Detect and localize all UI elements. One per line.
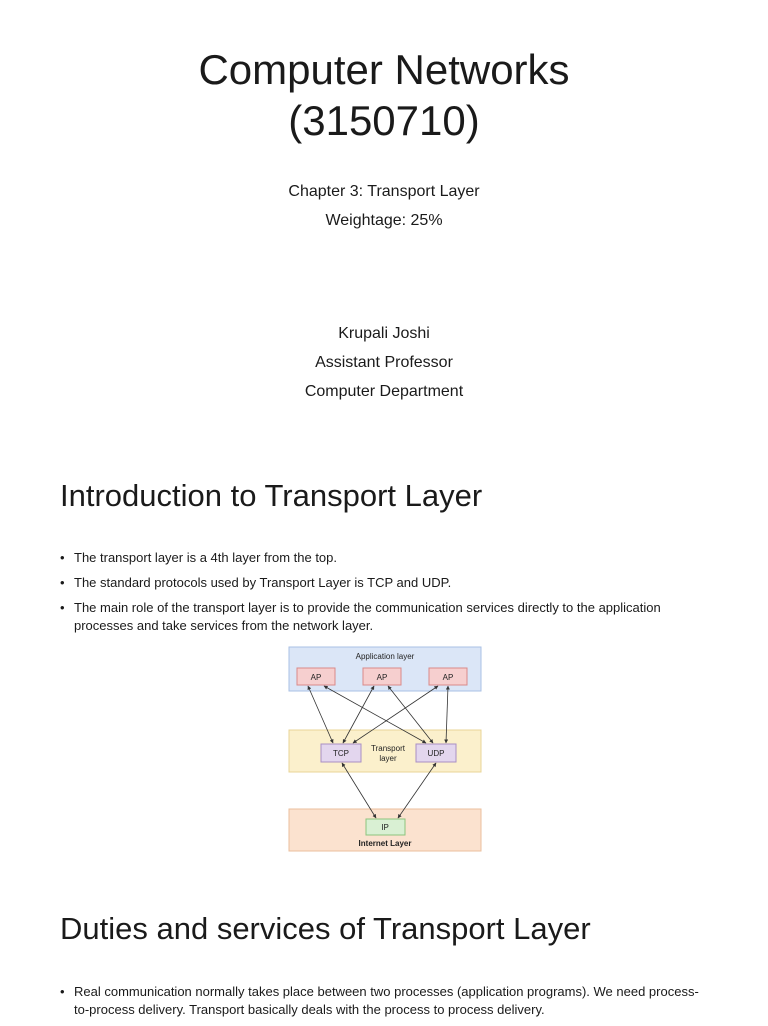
ip-label: IP — [381, 823, 389, 832]
title-slide — [0, 0, 768, 440]
application-layer-label: Application layer — [355, 652, 415, 661]
intro-bullet-list — [60, 549, 700, 642]
ap-label-2: AP — [376, 673, 388, 682]
intro-bullet: • The standard protocols used by Transport Layer is TCP and UDP. — [60, 574, 700, 592]
weightage-label: Weightage: 25% — [325, 212, 443, 229]
ap-label-3: AP — [442, 673, 454, 682]
intro-bullet: • The main role of the transport layer is to provide the communication services directly to the application processes and take services from the network layer. — [60, 599, 700, 635]
tcp-label: TCP — [333, 749, 349, 758]
course-title: Computer Networks — [198, 46, 570, 93]
duties-bullet-list — [60, 983, 710, 1026]
intro-bullet: • The transport layer is a 4th layer from the top. — [60, 549, 700, 567]
transport-label-line1: Transport — [371, 744, 405, 753]
transport-layer-diagram — [288, 646, 482, 854]
ap-label-1: AP — [310, 673, 322, 682]
duties-heading: Duties and services of Transport Layer — [60, 911, 591, 946]
intro-heading: Introduction to Transport Layer — [60, 478, 483, 513]
author-role: Assistant Professor — [315, 354, 453, 371]
udp-label: UDP — [427, 749, 445, 758]
author-name: Krupali Joshi — [338, 325, 430, 342]
duties-bullet: • Real communication normally takes place between two processes (application programs). We need process-to-process delivery. Transport basically deals with the process to process delivery. — [60, 983, 710, 1019]
course-code: (3150710) — [288, 97, 480, 144]
transport-label-line2: layer — [379, 754, 397, 763]
internet-layer-label: Internet Layer — [358, 839, 412, 848]
chapter-label: Chapter 3: Transport Layer — [288, 183, 480, 200]
author-department: Computer Department — [304, 383, 464, 400]
